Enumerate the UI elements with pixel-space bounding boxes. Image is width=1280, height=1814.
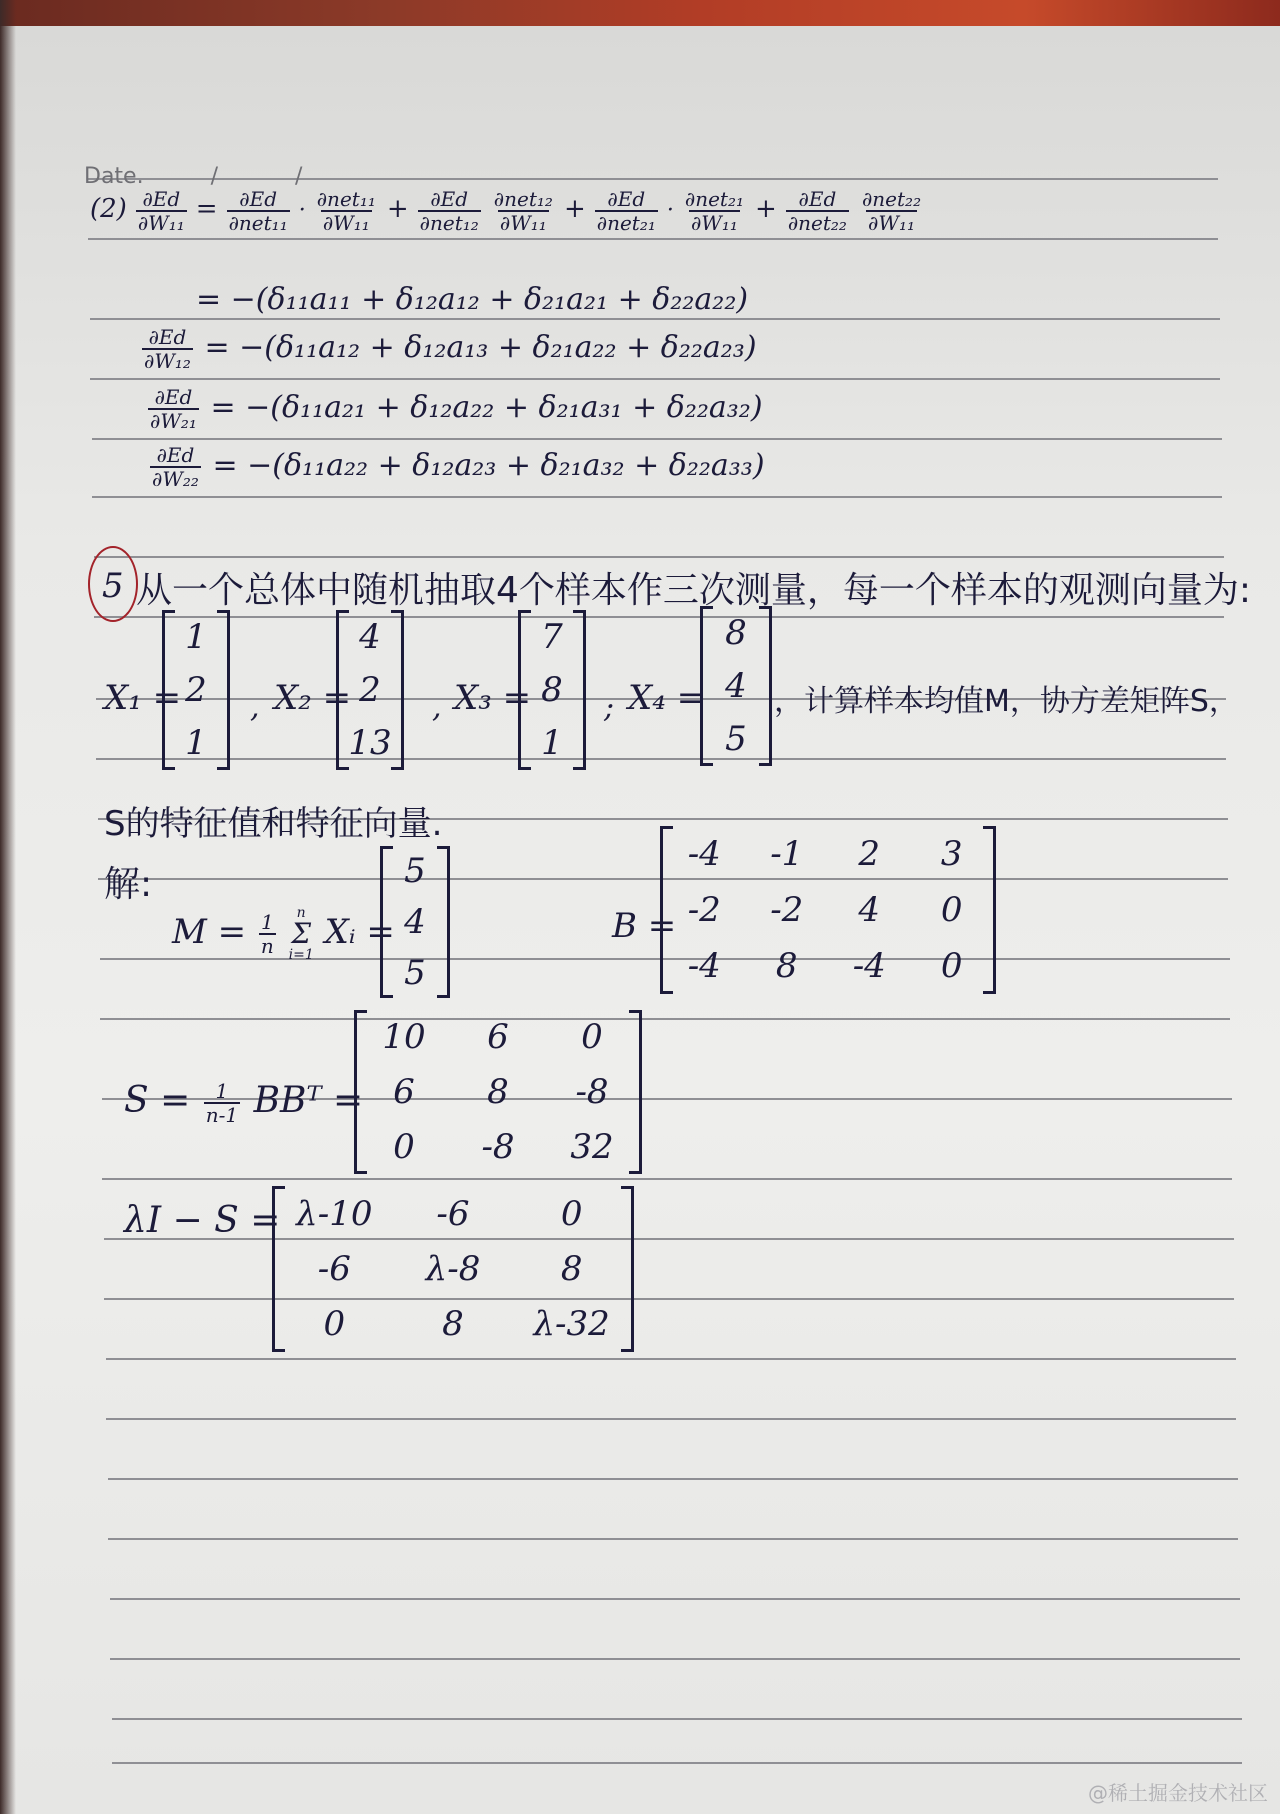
task-text-continued: S的特征值和特征向量. xyxy=(104,804,443,844)
date-label xyxy=(84,164,302,189)
matrix-entry: 4 xyxy=(858,890,881,930)
ruled-line xyxy=(106,1358,1236,1360)
vector-entry: 8 xyxy=(725,612,747,653)
page-edge-shadow xyxy=(0,0,16,1814)
dot: · xyxy=(666,198,674,223)
matrix-entry: 8 xyxy=(775,946,798,986)
denominator: ∂W₂₂ xyxy=(152,467,199,491)
fraction xyxy=(492,188,555,234)
matrix-entry: -2 xyxy=(687,890,721,930)
vector-x3 xyxy=(518,610,586,770)
matrix-entry: 0 xyxy=(940,946,963,986)
numerator: ∂net₁₂ xyxy=(493,187,553,211)
ruled-line xyxy=(108,1478,1238,1480)
denominator: ∂W₁₂ xyxy=(144,349,191,373)
ruled-line xyxy=(96,758,1226,760)
sum-lower: i=1 xyxy=(288,947,314,963)
numerator: ∂Ed xyxy=(798,187,837,211)
matrix-entry: -8 xyxy=(481,1126,515,1167)
matrix-entry: 0 xyxy=(581,1017,603,1058)
matrix-entry: 8 xyxy=(487,1071,509,1112)
fraction xyxy=(683,188,746,234)
numerator: 1 xyxy=(261,910,274,934)
vector-entry: 4 xyxy=(725,665,747,706)
ruled-line xyxy=(94,616,1224,618)
fraction xyxy=(259,911,276,957)
numerator: ∂Ed xyxy=(148,325,187,349)
matrix-entry: -8 xyxy=(575,1071,609,1112)
ruled-line xyxy=(92,438,1222,440)
vector-entry: 2 xyxy=(185,669,207,710)
sum-symbol: Σ xyxy=(291,917,312,950)
fraction xyxy=(595,188,658,234)
numerator: ∂net₂₁ xyxy=(684,187,745,211)
ruled-line xyxy=(110,1658,1240,1660)
numerator: ∂Ed xyxy=(154,385,193,409)
fraction xyxy=(204,1080,240,1126)
part2-line-1: = −(δ₁₁a₁₁ + δ₁₂a₁₂ + δ₂₁a₂₁ + δ₂₂a₂₂) xyxy=(196,282,749,317)
date-slash: / xyxy=(210,164,218,189)
numerator: ∂Ed xyxy=(142,187,181,211)
matrix-entry: λ-8 xyxy=(425,1248,481,1289)
part2-w21-equation xyxy=(146,386,763,432)
matrix-entry: 0 xyxy=(393,1126,415,1167)
mean-term: Xᵢ = xyxy=(324,912,395,952)
numerator: ∂Ed xyxy=(607,187,646,211)
summation xyxy=(289,906,314,962)
x2-label: X₂ = xyxy=(274,678,352,718)
mean-lhs: M = xyxy=(172,912,247,952)
matrix-entry: -1 xyxy=(770,834,804,874)
matrix-entry: 2 xyxy=(858,834,881,874)
separator: , xyxy=(432,690,442,725)
ruled-line xyxy=(100,1018,1230,1020)
ruled-line xyxy=(90,318,1220,320)
fraction xyxy=(315,188,378,234)
matrix-entry: λ-32 xyxy=(533,1304,610,1345)
matrix-entry: 0 xyxy=(560,1193,583,1234)
ruled-line xyxy=(90,378,1220,380)
denominator: n xyxy=(260,934,274,958)
vector-x1 xyxy=(162,610,230,770)
watermark: @稀土掘金技术社区 xyxy=(1088,1781,1268,1805)
numerator: ∂net₂₂ xyxy=(861,187,922,211)
s-term: BBᵀ = xyxy=(253,1080,364,1121)
fraction xyxy=(860,188,923,234)
denominator: ∂W₁₁ xyxy=(499,211,547,235)
denominator: ∂W₁₁ xyxy=(868,211,915,235)
matrix-entry: -6 xyxy=(436,1193,470,1234)
x1-label: X₁ = xyxy=(104,678,182,718)
ruled-line xyxy=(106,1418,1236,1420)
date-text: Date. xyxy=(84,164,144,189)
problem-number: 5 xyxy=(102,566,124,606)
matrix-entry: 3 xyxy=(940,834,963,874)
matrix-entry: 0 xyxy=(940,890,963,930)
fraction xyxy=(136,188,187,234)
denominator: n-1 xyxy=(205,1103,239,1127)
denominator: ∂net₂₂ xyxy=(787,211,847,235)
equation-rhs: = −(δ₁₁a₂₂ + δ₁₂a₂₃ + δ₂₁a₃₂ + δ₂₂a₃₃) xyxy=(212,448,765,483)
plus: + xyxy=(386,194,409,224)
vector-entry: 4 xyxy=(404,901,426,942)
vector-entry: 5 xyxy=(404,952,426,993)
date-slash: / xyxy=(295,164,303,189)
separator: , xyxy=(250,690,260,725)
vector-entry: 2 xyxy=(359,669,381,710)
fraction xyxy=(227,188,290,234)
part2-w12-equation xyxy=(140,326,757,372)
fraction xyxy=(786,188,849,234)
mean-equation xyxy=(172,906,395,962)
vector-x4 xyxy=(700,606,772,766)
matrix-entry: 6 xyxy=(393,1071,415,1112)
denominator: ∂W₁₁ xyxy=(690,211,738,235)
equation-rhs: = −(δ₁₁a₁₂ + δ₁₂a₁₃ + δ₂₁a₂₂ + δ₂₂a₂₃) xyxy=(204,330,757,365)
ruled-line xyxy=(94,556,1224,558)
denominator: ∂net₁₁ xyxy=(228,211,288,235)
plus: + xyxy=(563,194,586,224)
denominator: ∂W₁₁ xyxy=(137,211,185,235)
ruled-line xyxy=(92,496,1222,498)
ruled-line xyxy=(108,1538,1238,1540)
fraction xyxy=(148,386,199,432)
separator: ; xyxy=(604,690,615,725)
denominator: ∂net₂₁ xyxy=(596,211,656,235)
matrix-b xyxy=(660,826,996,994)
x4-label: X₄ = xyxy=(628,678,706,718)
matrix-entry: 32 xyxy=(570,1126,614,1167)
vector-entry: 1 xyxy=(541,723,563,764)
matrix-entry: 8 xyxy=(560,1248,583,1289)
sum-upper: n xyxy=(296,905,306,921)
ruled-line xyxy=(88,238,1218,240)
numerator: ∂net₁₁ xyxy=(316,187,376,211)
fraction xyxy=(418,188,481,234)
numerator: 1 xyxy=(215,1079,229,1103)
numerator: ∂Ed xyxy=(430,187,469,211)
vector-entry: 1 xyxy=(185,616,207,657)
denominator: ∂net₁₂ xyxy=(419,211,479,235)
vector-entry: 8 xyxy=(541,669,563,710)
vector-entry: 1 xyxy=(185,723,207,764)
covariance-matrix-s xyxy=(354,1010,642,1174)
matrix-entry: 6 xyxy=(487,1017,509,1058)
vector-entry: 5 xyxy=(725,719,747,760)
matrix-entry: λ-10 xyxy=(296,1193,373,1234)
denominator: ∂W₂₁ xyxy=(150,409,197,433)
b-label: B = xyxy=(612,906,677,946)
part2-w22-equation xyxy=(148,444,765,490)
vector-entry: 4 xyxy=(359,616,381,657)
problem-statement: 从一个总体中随机抽取4个样本作三次测量，每一个样本的观测向量为: xyxy=(136,570,1252,611)
plus: + xyxy=(755,194,777,224)
mean-vector xyxy=(380,846,450,998)
denominator: ∂W₁₁ xyxy=(322,211,370,235)
matrix-entry: 8 xyxy=(442,1304,464,1345)
matrix-entry: -2 xyxy=(770,890,804,930)
ruled-line xyxy=(110,1598,1240,1600)
numerator: ∂Ed xyxy=(156,443,195,467)
vector-entry: 13 xyxy=(348,723,392,764)
part2-main-equation xyxy=(90,188,925,234)
matrix-entry: 10 xyxy=(382,1017,426,1058)
s-lhs: S = xyxy=(124,1080,191,1121)
lambda-i-minus-s-matrix xyxy=(272,1186,634,1352)
background-strip xyxy=(0,0,1280,26)
solution-label: 解: xyxy=(104,864,153,905)
ruled-line xyxy=(112,1762,1242,1764)
fraction xyxy=(150,444,201,490)
s-equation xyxy=(124,1080,363,1126)
matrix-entry: -4 xyxy=(687,946,721,986)
ruled-line xyxy=(112,1718,1242,1720)
lambda-i-minus-s-label: λI − S = xyxy=(124,1200,281,1241)
matrix-entry: 0 xyxy=(323,1304,346,1345)
matrix-entry: -6 xyxy=(317,1248,351,1289)
x3-label: X₃ = xyxy=(454,678,532,718)
fraction xyxy=(142,326,193,372)
numerator: ∂Ed xyxy=(239,187,278,211)
equation-rhs: = −(δ₁₁a₂₁ + δ₁₂a₂₂ + δ₂₁a₃₁ + δ₂₂a₃₂) xyxy=(210,390,763,425)
vector-x2 xyxy=(336,610,404,770)
matrix-entry: -4 xyxy=(852,946,886,986)
vector-entry: 5 xyxy=(404,851,426,892)
matrix-entry: -4 xyxy=(687,834,721,874)
ruled-line xyxy=(102,1178,1232,1180)
task-text: ，计算样本均值M，协方差矩阵S， xyxy=(774,684,1239,719)
equals: = xyxy=(195,194,218,224)
vector-entry: 7 xyxy=(541,616,563,657)
part2-label: (2) xyxy=(90,194,127,224)
dot: · xyxy=(298,198,306,223)
